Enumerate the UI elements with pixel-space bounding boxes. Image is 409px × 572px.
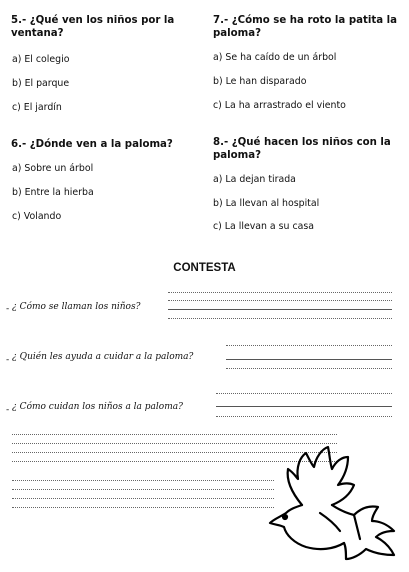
question-7-option-c[interactable]: c) La ha arrastrado el viento [213,100,346,111]
question-5-option-a[interactable]: a) El colegio [12,54,70,65]
answer-line[interactable] [226,345,392,346]
answer-question-3-dash: - [6,405,10,415]
dove-illustration [268,443,404,567]
question-6-title-line-1: 6.- ¿Dónde ven a la paloma? [11,139,173,150]
answer-line[interactable] [216,416,392,417]
question-7-title-line-1: 7.- ¿Cómo se ha roto la patita la [213,15,398,26]
question-5-title [11,14,211,40]
writing-line[interactable] [12,507,274,508]
question-7-option-b[interactable]: b) Le han disparado [213,76,307,87]
answer-line[interactable] [216,406,392,407]
writing-line[interactable] [12,489,274,490]
answer-line[interactable] [226,368,392,369]
question-5-option-c[interactable]: c) El jardín [12,102,62,113]
question-6-option-b[interactable]: b) Entre la hierba [12,187,94,198]
question-6-option-a[interactable]: a) Sobre un árbol [12,163,94,174]
question-5-title-line-1: 5.- ¿Qué ven los niños por la [11,15,175,26]
answer-question-1-dash: - [6,304,10,314]
answer-line[interactable] [226,359,392,360]
question-7-option-a[interactable]: a) Se ha caído de un árbol [213,52,337,63]
question-8-title-line-2: paloma? [213,150,262,161]
question-8-option-b[interactable]: b) La llevan al hospital [213,198,320,209]
answer-question-2-dash: - [6,355,10,365]
answer-line[interactable] [168,292,392,293]
answer-line[interactable] [168,300,392,301]
answer-line[interactable] [168,318,392,319]
answer-question-1-text: ¿ Cómo se llaman los niños? [12,302,141,312]
question-7-title [213,14,405,40]
question-5-title-line-2: ventana? [11,28,64,39]
answer-line[interactable] [168,309,392,310]
question-8-title [213,136,405,162]
question-7-title-line-2: paloma? [213,28,262,39]
question-5-option-b[interactable]: b) El parque [12,78,70,89]
writing-line[interactable] [12,434,337,435]
question-6-title [11,138,211,151]
question-6-option-c[interactable]: c) Volando [12,211,62,222]
writing-line[interactable] [12,480,274,481]
contesta-heading: CONTESTA [173,262,236,274]
question-8-title-line-1: 8.- ¿Qué hacen los niños con la [213,137,391,148]
answer-line[interactable] [216,393,392,394]
answer-question-2-text: ¿ Quién les ayuda a cuidar a la paloma? [12,352,194,362]
answer-question-3-text: ¿ Cómo cuidan los niños a la paloma? [12,402,183,412]
writing-line[interactable] [12,498,274,499]
question-8-option-a[interactable]: a) La dejan tirada [213,174,296,185]
question-8-option-c[interactable]: c) La llevan a su casa [213,221,314,232]
